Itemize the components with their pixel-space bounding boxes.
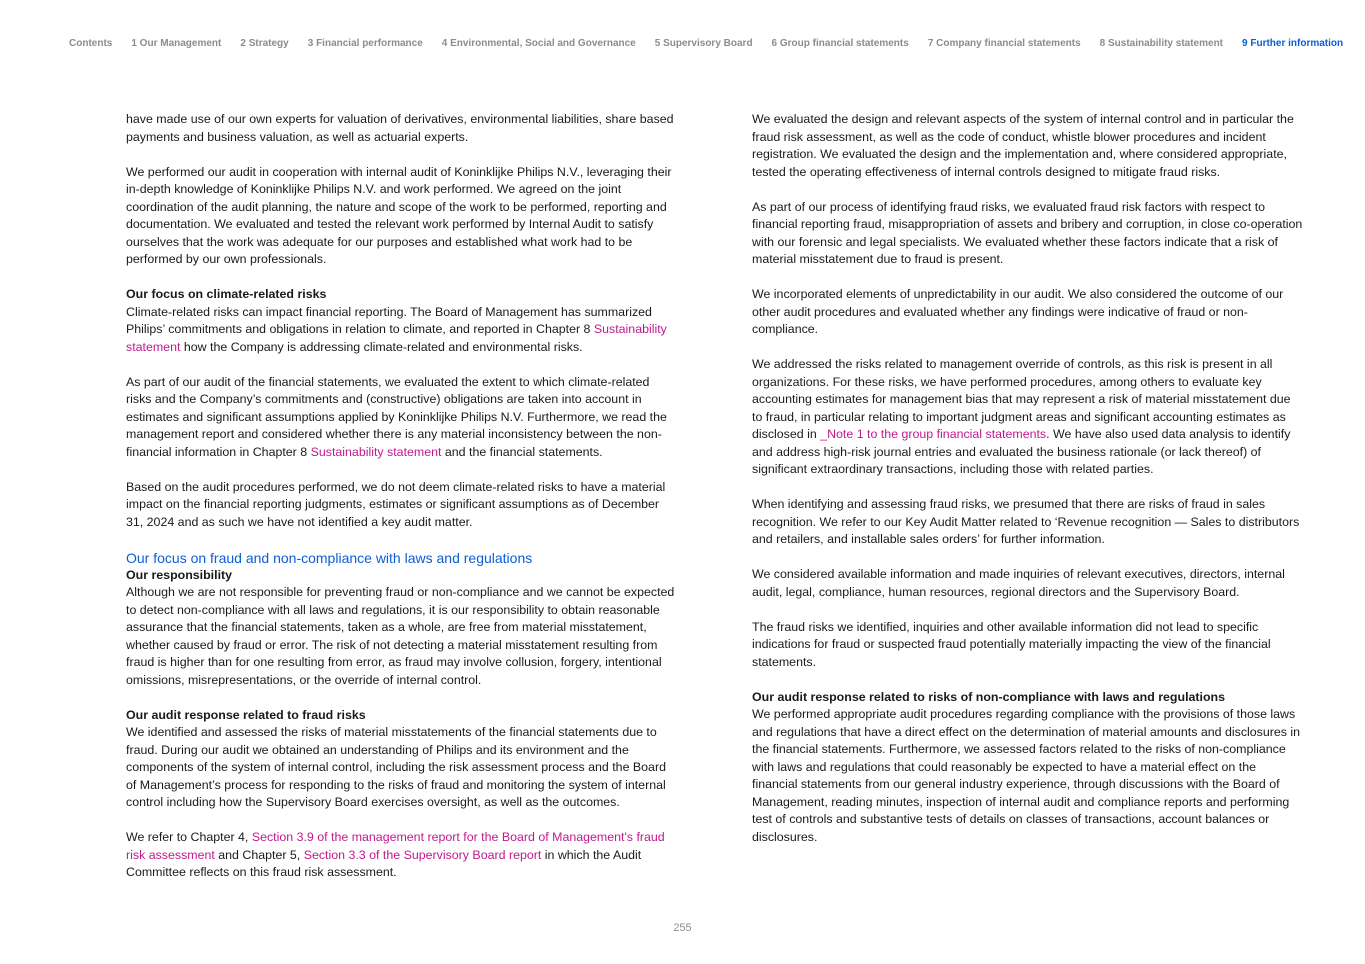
link-supervisory-board-report[interactable]: Section 3.3 of the Supervisory Board report <box>303 847 542 862</box>
paragraph-management-override: We addressed the risks related to management override of controls, as this risk is present in all organizations. For these risks, we have performed procedures, among others to evaluate key accounting estimates for management bias that may represent a risk of material misstatement due to fraud, in particular relating to important judgment areas and significant accounting estimates as disclosed in _Note 1 to the group financial statements. We have also used data analysis to identify and address high-risk journal entries and evaluated the business rationale (or lack thereof) of significant extraordinary transactions, including those with related parties. <box>752 357 1291 476</box>
nav-esg[interactable]: 4 Environmental, Social and Governance <box>441 38 636 49</box>
heading-climate-risks: Our focus on climate-related risks <box>126 287 327 301</box>
section-title-fraud: Our focus on fraud and non-compliance with laws and regulations <box>126 549 533 566</box>
paragraph-internal-control: We evaluated the design and relevant aspects of the system of internal control and in particular the fraud risk assessment, as well as the code of conduct, whistle blower procedures and incident registration. We evaluated the design and the implementation and, where considered appropriate, tested the operating effectiveness of internal controls designed to mitigate fraud risks. <box>752 112 1294 179</box>
heading-responsibility: Our responsibility <box>126 567 233 582</box>
nav-sustainability-statement[interactable]: 8 Sustainability statement <box>1099 38 1224 49</box>
paragraph-fraud-references: We refer to Chapter 4, Section 3.9 of the management report for the Board of Management's fraud risk assessment and Chapter 5, Section 3.3 of the Supervisory Board report in which the Audit Committee reflects on this fraud risk assessment. <box>126 830 665 879</box>
top-navigation <box>69 38 1344 49</box>
nav-group-financial-statements[interactable]: 6 Group financial statements <box>771 38 909 49</box>
left-column <box>126 111 678 899</box>
nav-further-information[interactable]: 9 Further information <box>1242 38 1344 49</box>
paragraph-compliance-procedures: We performed appropriate audit procedures regarding compliance with the provisions of those laws and regulations that have a direct effect on the determination of material amounts and disclosures in the financial statements. Furthermore, we assessed factors related to the risks of non-compliance with laws and regulations that could reasonably be expected to have a material effect on the financial statements from our general industry experience, through discussions with the Board of Management, reading minutes, inspection of internal audit and compliance reports and performing test of controls and substantive tests of details on classes of transactions, account balances or disclosures. <box>752 707 1301 844</box>
nav-supervisory-board[interactable]: 5 Supervisory Board <box>654 38 753 49</box>
nav-our-management[interactable]: 1 Our Management <box>131 38 222 49</box>
nav-financial-performance[interactable]: 3 Financial performance <box>307 38 423 49</box>
paragraph-climate-impact: Climate-related risks can impact financial reporting. The Board of Management has summarized Philips’ commitments and obligations in relation to climate, and reported in Chapter 8 Sustainability statement how the Company is addressing climate-related and environmental risks. <box>126 304 667 354</box>
paragraph-internal-audit: We performed our audit in cooperation with internal audit of Koninklijke Philips N.V., leveraging their in-depth knowledge of Koninklijke Philips N.V. and work performed. We agreed on the joint coordination of the audit planning, the nature and scope of the work to be performed, reporting and documentation. We evaluated and tested the relevant work performed by Internal Audit to satisfy ourselves that the work was adequate for our purposes and established what work had to be performed by our own professionals. <box>126 164 672 266</box>
paragraph-fraud-risk-factors: As part of our process of identifying fraud risks, we evaluated fraud risk factors with respect to financial reporting fraud, misappropriation of assets and bribery and corruption, in close co-operation with our forensic and legal specialists. We evaluated whether these factors indicate that a risk of material misstatement due to fraud is present. <box>752 199 1303 266</box>
link-note-1[interactable]: _Note 1 to the group financial statements <box>820 427 1047 441</box>
link-sustainability-statement-2[interactable]: Sustainability statement <box>310 444 442 459</box>
paragraph-experts: have made use of our own experts for valuation of derivatives, environmental liabilities, share based payments and business valuation, as well as actuarial experts. <box>126 112 674 144</box>
paragraph-unpredictability: We incorporated elements of unpredictability in our audit. We also considered the outcome of our other audit procedures and evaluated whether any findings were indicative of fraud or non-compliance. <box>752 287 1284 336</box>
paragraph-revenue-recognition: When identifying and assessing fraud risks, we presumed that there are risks of fraud in sales recognition. We refer to our Key Audit Matter related to ‘Revenue recognition — Sales to distributors and retailers, and installable sales orders’ for further information. <box>752 497 1300 546</box>
paragraph-climate-audit: As part of our audit of the financial statements, we evaluated the extent to which climate-related risks and the Company’s commitments and (constructive) obligations are taken into account in estimates and significant assumptions applied by Koninklijke Philips N.V. Furthermore, we read the management report and considered whether there is any material inconsistency between the non-financial information in Chapter 8 Sustainability statement and the financial statements. <box>126 374 667 459</box>
heading-fraud-response: Our audit response related to fraud risks <box>126 707 366 722</box>
paragraph-climate-conclusion: Based on the audit procedures performed, we do not deem climate-related risks to have a material impact on the financial reporting judgments, estimates or significant assumptions as of December 31, 2024 and as such we have not identified a key audit matter. <box>126 479 666 529</box>
heading-noncompliance: Our audit response related to risks of non-compliance with laws and regulations <box>752 689 1225 704</box>
link-sustainability-statement[interactable]: Sustainability statement <box>126 322 667 354</box>
page-number: 255 <box>673 922 692 934</box>
right-column <box>752 111 1304 864</box>
paragraph-fraud-identification: We identified and assessed the risks of material misstatements of the financial statements due to fraud. During our audit we obtained an understanding of Philips and its environment and the components of the system of internal control, including the risk assessment process and the Board of Management’s process for responding to the risks of fraud and monitoring the system of internal control including how the Supervisory Board exercises oversight, as well as the outcomes. <box>126 725 666 809</box>
nav-company-financial-statements[interactable]: 7 Company financial statements <box>927 38 1081 49</box>
nav-strategy[interactable]: 2 Strategy <box>240 38 289 49</box>
paragraph-inquiries: We considered available information and made inquiries of relevant executives, directors, internal audit, legal, compliance, human resources, regional directors and the Supervisory Board. <box>752 567 1285 599</box>
paragraph-responsibility: Although we are not responsible for preventing fraud or non-compliance and we cannot be expected to detect non-compliance with all laws and regulations, it is our responsibility to obtain reasonable assurance that the financial statements, taken as a whole, are free from material misstatement, whether caused by fraud or error. The risk of not detecting a material misstatement resulting from fraud is higher than for one resulting from error, as fraud may involve collusion, forgery, intentional omissions, misrepresentations, or the override of internal control. <box>126 585 675 687</box>
paragraph-no-fraud-indication: The fraud risks we identified, inquiries and other available information did not lead to specific indications for fraud or suspected fraud potentially materially impacting the view of the financial statements. <box>752 619 1271 669</box>
nav-contents[interactable]: Contents <box>69 38 113 49</box>
link-management-report-section[interactable]: Section 3.9 of the management report for the Board of Management's fraud risk assessment <box>126 830 665 862</box>
